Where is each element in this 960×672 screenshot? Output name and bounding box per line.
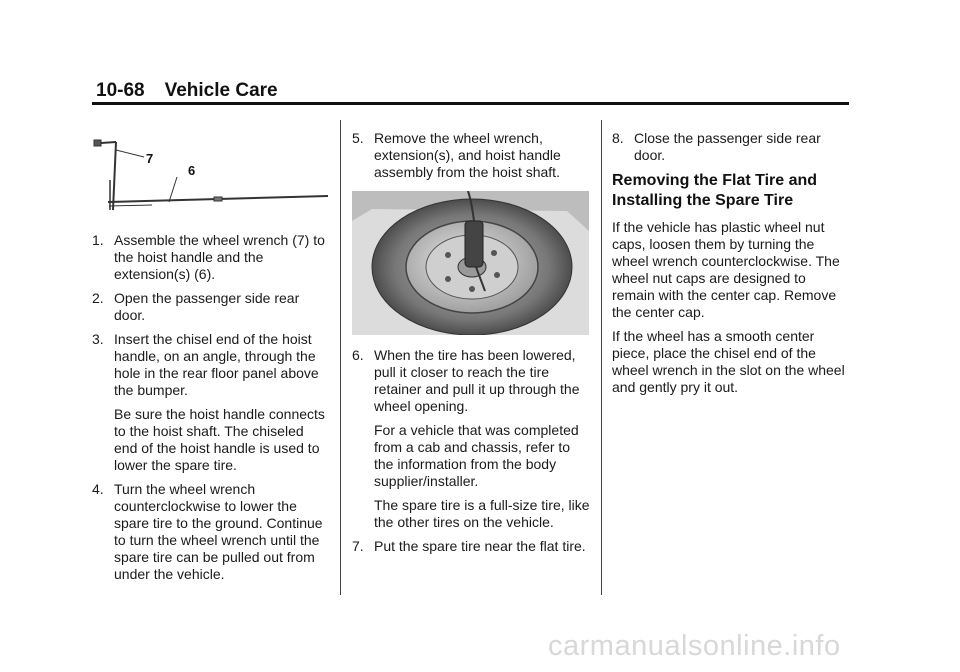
step-number: 1.: [92, 232, 104, 248]
page-number: 10-68: [96, 80, 145, 101]
step-number: 3.: [92, 331, 104, 347]
watermark: carmanualsonline.info: [548, 630, 841, 662]
step-1: [92, 232, 330, 283]
step-text: Open the passenger side rear door.: [114, 290, 300, 323]
step-text: Assemble the wheel wrench (7) to the hoist handle and the extension(s) (6).: [114, 232, 325, 282]
column-divider-2: [601, 120, 602, 595]
step-7: [352, 538, 590, 555]
step-6-note-2: The spare tire is a full-size tire, like the other tires on the vehicle.: [374, 497, 590, 530]
spare-tire-figure: [352, 191, 589, 335]
step-text: When the tire has been lowered, pull it closer to reach the tire retainer and pull it up through the wheel opening.: [374, 347, 580, 414]
paragraph-2: If the wheel has a smooth center piece, place the chisel end of the wheel wrench in the slot on the wheel and gently pry it out.: [612, 328, 845, 395]
section-heading: Removing the Flat Tire and Installing the Spare Tire: [612, 172, 818, 209]
callout-7: 7: [146, 151, 154, 166]
column-2: [352, 130, 590, 562]
step-text: Turn the wheel wrench counterclockwise to lower the spare tire to the ground. Continue to turn the wheel wrench until the spare tire can be pulled out from under the vehicle.: [114, 481, 323, 582]
callout-6: 6: [188, 163, 196, 178]
step-text: Insert the chisel end of the hoist handle, on an angle, through the hole in the rear floor panel above the bumper.: [114, 331, 319, 398]
hoist-tools-figure: [92, 130, 332, 220]
wheel-wrench-illustration: [94, 140, 116, 210]
section-title: Vehicle Care: [164, 80, 278, 101]
step-3: [92, 331, 330, 399]
step-number: 2.: [92, 290, 104, 306]
step-2: [92, 290, 330, 324]
step-6: [352, 347, 590, 415]
header-rule: [92, 102, 849, 105]
step-6-note-1: For a vehicle that was completed from a cab and chassis, refer to the information from the body supplier/installer.: [374, 422, 579, 489]
step-3-note: Be sure the hoist handle connects to the hoist shaft. The chiseled end of the hoist handle is used to lower the spare tire.: [114, 406, 325, 473]
step-8: [612, 130, 852, 164]
step-number: 8.: [612, 130, 624, 146]
step-number: 5.: [352, 130, 364, 146]
step-text: Close the passenger side rear door.: [634, 130, 821, 163]
step-4: [92, 481, 330, 583]
column-divider-1: [340, 120, 341, 595]
hoist-handle-illustration: [108, 196, 328, 206]
column-3: [612, 130, 852, 403]
column-1: [92, 130, 330, 590]
step-number: 6.: [352, 347, 364, 363]
step-text: Put the spare tire near the flat tire.: [374, 538, 586, 554]
step-5: [352, 130, 590, 181]
step-number: 4.: [92, 481, 104, 497]
step-text: Remove the wheel wrench, extension(s), and hoist handle assembly from the hoist shaft.: [374, 130, 561, 180]
step-number: 7.: [352, 538, 364, 554]
page-header: [96, 80, 278, 102]
paragraph-1: If the vehicle has plastic wheel nut caps, loosen them by turning the wheel wrench counterclockwise. The wheel nut caps are designed to remain with the center cap. Remove the center cap.: [612, 219, 840, 320]
